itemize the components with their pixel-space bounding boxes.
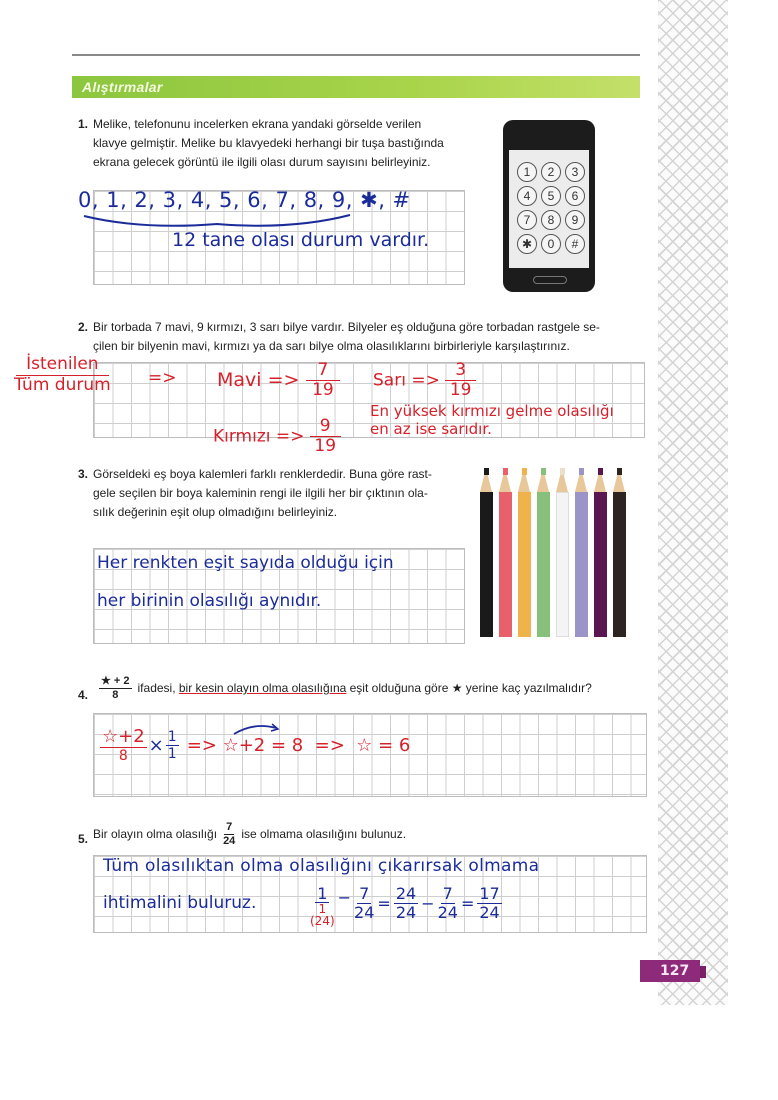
- denominator: 19: [314, 436, 337, 456]
- pencil-orange: [518, 468, 531, 637]
- numerator: 24: [395, 884, 417, 903]
- pencil-lavender: [575, 468, 588, 637]
- colored-pencils-image: [478, 468, 628, 648]
- denominator: 8: [112, 689, 119, 701]
- mavi-probability: [217, 362, 340, 399]
- key-3: 3: [565, 162, 585, 182]
- question-text-line: Görseldeki eş boya kalemleri farklı renklerdedir. Buna göre rast-: [93, 467, 432, 481]
- sari-label: Sarı =>: [373, 370, 440, 391]
- sari-probability: [373, 362, 476, 399]
- page-tab-notch: [700, 966, 706, 978]
- pencil-dark-brown: [613, 468, 626, 637]
- question-text: eşit olduğuna göre ★ yerine kaç yazılmalıdır?: [346, 681, 592, 695]
- question-fraction: [99, 676, 132, 701]
- section-header: [72, 76, 640, 98]
- minus: −: [421, 894, 435, 913]
- one: 1: [317, 884, 328, 903]
- question-number: 4.: [78, 688, 89, 702]
- page-number: 127: [660, 963, 690, 979]
- q3-answer-line2: her birinin olasılığı aynıdır.: [97, 591, 322, 611]
- q5-answer-line1: Tüm olasılıktan olma olasılığını çıkarırsak olmama: [103, 856, 540, 876]
- key-6: 6: [565, 186, 585, 206]
- key-2: 2: [541, 162, 561, 182]
- numerator: 7: [226, 821, 233, 833]
- section-title: Alıştırmalar: [82, 79, 163, 95]
- denominator: 24: [223, 835, 236, 847]
- numerator: ☆+2: [102, 726, 145, 747]
- question-number: 5.: [78, 832, 89, 846]
- pencil-purple: [594, 468, 607, 637]
- denominator: 24: [395, 903, 417, 922]
- pencil-green: [537, 468, 550, 637]
- formula-fraction: [14, 356, 111, 394]
- question-text-line: ekrana gelecek görüntü ile ilgili olası durum sayısını belirleyiniz.: [93, 155, 431, 169]
- times-sign: ×: [148, 735, 164, 756]
- key-7: 7: [517, 210, 537, 230]
- key-5: 5: [541, 186, 561, 206]
- conclusion-line: en az ise sarıdır.: [370, 420, 492, 438]
- question-4: [78, 675, 643, 702]
- numerator: 7: [359, 884, 370, 903]
- kirmizi-label: Kırmızı =>: [213, 426, 305, 447]
- curved-arrow-icon: [232, 722, 282, 736]
- denominator: 1: [167, 746, 177, 762]
- minus: −: [337, 888, 352, 907]
- question-text: ise olmama olasılığını bulunuz.: [241, 827, 407, 841]
- q1-answer-line2: 12 tane olası durum vardır.: [172, 229, 430, 251]
- question-number: 3.: [78, 467, 89, 481]
- margin-lattice-pattern: [658, 0, 728, 1005]
- phone-keypad-image: [503, 120, 595, 292]
- underlined-phrase: bir kesin olayın olma olasılığına: [178, 681, 347, 695]
- q3-answer-line1: Her renkten eşit sayıda olduğu için: [97, 553, 394, 573]
- one-denominator: 1: [318, 902, 327, 916]
- question-text-line: sılık değerinin eşit olup olmadığını belirleyiniz.: [93, 505, 338, 519]
- denominator: 19: [312, 380, 334, 400]
- q5-calculation: [310, 886, 502, 927]
- key-9: 9: [565, 210, 585, 230]
- question-text-line: gele seçilen bir boya kaleminin rengi ile ilgili her bir çıktının ola-: [93, 486, 428, 500]
- expansion-multiplier: (24): [310, 914, 335, 928]
- numerator: 3: [445, 362, 476, 381]
- question-number: 1.: [78, 117, 89, 131]
- question-text-line: Melike, telefonunu incelerken ekrana yandaki görselde verilen: [93, 117, 422, 131]
- question-5: [78, 821, 643, 847]
- pencil-white: [556, 468, 569, 637]
- equals: =: [460, 894, 475, 913]
- question-3: [78, 465, 463, 522]
- key-4: 4: [517, 186, 537, 206]
- mavi-label: Mavi =>: [217, 369, 300, 391]
- denominator: 8: [118, 748, 128, 764]
- conclusion-line: En yüksek kırmızı gelme olasılığı: [370, 402, 614, 420]
- key-0: 0: [541, 234, 561, 254]
- q2-conclusion: [370, 402, 614, 438]
- question-text-line: Bir torbada 7 mavi, 9 kırmızı, 3 sarı bilye vardır. Bilyeler eş olduğuna göre torbadan rastgele se-: [93, 320, 600, 334]
- formula-numerator: İstenilen: [16, 356, 108, 376]
- numerator: 7: [442, 884, 453, 903]
- phone-home-button: [533, 276, 567, 284]
- q1-answer-line1: 0, 1, 2, 3, 4, 5, 6, 7, 8, 9, ✱, #: [78, 188, 411, 212]
- pencil-pink: [499, 468, 512, 637]
- denominator: 24: [354, 903, 375, 922]
- denominator: 24: [479, 903, 500, 922]
- denominator: 24: [437, 903, 458, 922]
- q4-answer-equation: => ☆+2 = 8 => ☆ = 6: [186, 735, 411, 756]
- denominator: 19: [449, 380, 472, 400]
- question-1: [78, 115, 463, 172]
- kirmizi-probability: [213, 418, 341, 455]
- equals: =: [377, 894, 391, 913]
- question-text: ifadesi,: [137, 681, 179, 695]
- question-2: [78, 318, 643, 356]
- phone-screen: [509, 150, 589, 268]
- page-number-tab: [640, 960, 700, 982]
- question-text: Bir olayın olma olasılığı: [93, 827, 218, 841]
- question-fraction: [223, 822, 235, 847]
- question-number: 2.: [78, 320, 89, 334]
- q5-answer-line2: ihtimalini buluruz.: [103, 893, 257, 913]
- top-rule: [72, 54, 640, 56]
- key-hash: #: [565, 234, 585, 254]
- arrow: =>: [148, 368, 177, 388]
- question-text-line: çilen bir bilyenin mavi, kırmızı ya da sarı bilye olma olasılıklarını birbirleriyle karşılaştırınız.: [93, 339, 570, 353]
- key-star: ✱: [517, 234, 537, 254]
- key-1: 1: [517, 162, 537, 182]
- one-with-expansion: [310, 886, 335, 927]
- question-text-line: klavye gelmiştir. Melike bu klavyedeki herhangi bir tuşa bastığında: [93, 136, 444, 150]
- numerator: 17: [479, 884, 500, 903]
- formula-denominator: Tüm durum: [14, 375, 111, 395]
- numerator: 7: [306, 362, 341, 381]
- pencil-black: [480, 468, 493, 637]
- numerator: 1: [167, 729, 177, 745]
- numerator: ★ + 2: [101, 675, 130, 687]
- numerator: 9: [310, 418, 341, 437]
- key-8: 8: [541, 210, 561, 230]
